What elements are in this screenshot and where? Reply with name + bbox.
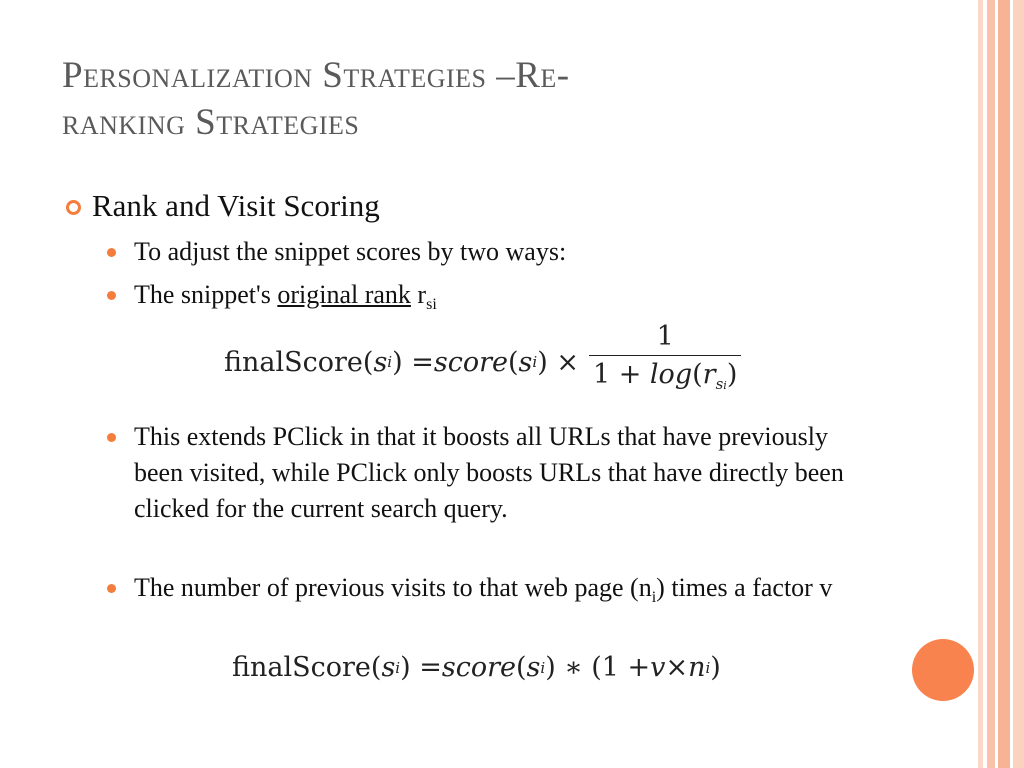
title-line-2: ranking Strategies: [62, 102, 360, 143]
formula-text: ): [726, 359, 738, 390]
formula-text: finalScore(: [232, 652, 382, 683]
bullet-dot-icon: [107, 584, 116, 593]
bullet-adjust-scores: To adjust the snippet scores by two ways:: [134, 237, 567, 266]
denominator: [589, 355, 741, 401]
bullet-dot-icon: [107, 433, 116, 442]
formula-sub: i: [395, 658, 401, 677]
formula-sub: i: [540, 658, 546, 677]
formula-text: ): [710, 652, 721, 683]
formula-text: ) ∗ (1 +: [545, 652, 651, 683]
bullet-dot-icon: [107, 248, 116, 257]
formula-sub-s: s: [715, 375, 724, 393]
hollow-bullet-icon: [66, 200, 81, 215]
formula-sub-i: i: [723, 379, 727, 392]
formula-var: s: [518, 346, 533, 378]
bullet-dot-icon: [107, 291, 116, 300]
formula-text: (: [515, 652, 527, 683]
underlined-text: original rank: [277, 280, 411, 309]
decorative-circle: [912, 639, 974, 701]
formula-var: r: [702, 359, 716, 390]
bullet-text: r: [410, 280, 427, 309]
formula-text: (: [507, 346, 519, 378]
formula-text: ) =: [400, 652, 442, 683]
bullet-original-rank: [134, 277, 874, 323]
bullet-previous-visits: [134, 570, 854, 616]
bullet-text: The number of previous visits to that web page (n: [134, 573, 652, 602]
formula-sub: i: [387, 353, 393, 371]
formula-text: 1 +: [592, 359, 650, 390]
formula-rank-scoring: [224, 323, 741, 401]
decorative-stripes: [978, 0, 1024, 768]
bullet-text: ) times a factor v: [656, 573, 833, 602]
formula-var: n: [688, 652, 706, 683]
formula-sub: i: [705, 658, 711, 677]
formula-var: s: [381, 652, 396, 683]
section-heading: Rank and Visit Scoring: [92, 188, 380, 223]
formula-text: ) ×: [537, 346, 579, 378]
formula-sub: [716, 375, 727, 393]
bullet-pclick-extension: This extends PClick in that it boosts all URLs that have previously been visited, while PClick only boosts URLs that have directly been clicked for the current search query.: [134, 422, 844, 523]
subscript: si: [426, 296, 437, 313]
fraction: [589, 323, 741, 401]
formula-var: s: [526, 652, 541, 683]
formula-text: finalScore(: [224, 346, 374, 378]
subscript: i: [651, 589, 657, 606]
formula-var: log: [649, 359, 693, 390]
formula-text: ×: [665, 652, 689, 683]
formula-text: ) =: [392, 346, 434, 378]
formula-var: score: [433, 346, 508, 378]
formula-var: v: [650, 652, 666, 683]
formula-var: score: [441, 652, 516, 683]
formula-var: s: [373, 346, 388, 378]
numerator: 1: [656, 321, 674, 352]
slide-title: [62, 52, 942, 146]
bullet-text: The snippet's: [134, 280, 278, 309]
formula-sub: i: [532, 353, 538, 371]
formula-visit-scoring: [232, 652, 721, 683]
formula-text: (: [692, 359, 703, 390]
title-line-1: Personalization Strategies –Re-: [62, 55, 570, 96]
